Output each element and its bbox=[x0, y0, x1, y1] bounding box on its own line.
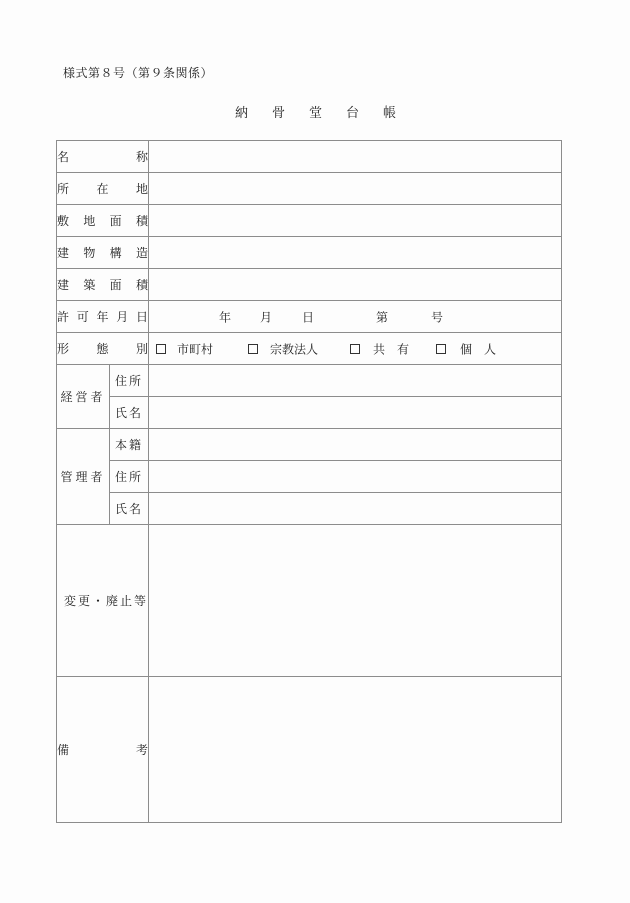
label-permit-date bbox=[57, 301, 149, 333]
remarks-field[interactable] bbox=[149, 677, 562, 823]
row-manager-name bbox=[57, 493, 562, 525]
label-char: 造 bbox=[135, 246, 148, 260]
location-field[interactable] bbox=[149, 173, 562, 205]
number-prefix-label: 第 bbox=[376, 310, 389, 324]
label-building-structure bbox=[57, 237, 149, 269]
row-form-type bbox=[57, 333, 562, 365]
manager-name-field[interactable] bbox=[149, 493, 562, 525]
row-changes bbox=[57, 525, 562, 677]
row-location bbox=[57, 173, 562, 205]
label-char: 築 bbox=[83, 278, 96, 292]
label-char: 形 bbox=[57, 342, 70, 356]
label-char: 地 bbox=[135, 182, 148, 196]
checkbox-municipality[interactable] bbox=[156, 344, 166, 354]
label-char: 名 bbox=[57, 150, 70, 164]
label-char: 積 bbox=[135, 278, 148, 292]
row-manager-address bbox=[57, 461, 562, 493]
row-permit-date bbox=[57, 301, 562, 333]
page-title bbox=[0, 102, 630, 120]
title-char: 帳 bbox=[383, 106, 397, 121]
checkbox-religious-corporation[interactable] bbox=[248, 344, 258, 354]
checkbox-individual[interactable] bbox=[436, 344, 446, 354]
number-suffix-label: 号 bbox=[431, 310, 444, 324]
option-label-individual: 個 人 bbox=[460, 342, 497, 356]
label-building-area bbox=[57, 269, 149, 301]
label-location bbox=[57, 173, 149, 205]
title-char: 堂 bbox=[309, 106, 323, 121]
label-manager-domicile: 本籍 bbox=[110, 429, 149, 461]
changes-field[interactable] bbox=[149, 525, 562, 677]
label-operator: 経営者 bbox=[57, 365, 110, 429]
label-changes: 変更・廃止等 bbox=[57, 525, 149, 677]
title-char: 台 bbox=[346, 106, 360, 121]
row-operator-address bbox=[57, 365, 562, 397]
label-operator-name: 氏名 bbox=[110, 397, 149, 429]
form-reference: 様式第８号（第９条関係） bbox=[63, 66, 214, 80]
row-building-structure bbox=[57, 237, 562, 269]
label-char: 可 bbox=[76, 310, 89, 324]
operator-name-field[interactable] bbox=[149, 397, 562, 429]
label-char: 許 bbox=[57, 310, 70, 324]
label-char: 称 bbox=[135, 150, 148, 164]
label-char: 年 bbox=[96, 310, 109, 324]
row-name bbox=[57, 141, 562, 173]
label-form-type bbox=[57, 333, 149, 365]
label-char: 日 bbox=[135, 310, 148, 324]
label-char: 面 bbox=[109, 278, 122, 292]
manager-domicile-field[interactable] bbox=[149, 429, 562, 461]
label-char: 物 bbox=[83, 246, 96, 260]
label-char: 考 bbox=[135, 743, 148, 757]
year-label: 年 bbox=[219, 310, 232, 324]
label-char: 月 bbox=[116, 310, 129, 324]
month-label: 月 bbox=[260, 310, 273, 324]
label-remarks bbox=[57, 677, 149, 823]
row-manager-domicile bbox=[57, 429, 562, 461]
name-field[interactable] bbox=[149, 141, 562, 173]
label-name bbox=[57, 141, 149, 173]
label-char: 敷 bbox=[57, 214, 70, 228]
label-char: 積 bbox=[135, 214, 148, 228]
label-manager-address: 住所 bbox=[110, 461, 149, 493]
operator-address-field[interactable] bbox=[149, 365, 562, 397]
option-label-religious-corporation: 宗教法人 bbox=[270, 342, 319, 356]
label-operator-address: 住所 bbox=[110, 365, 149, 397]
building-area-field[interactable] bbox=[149, 269, 562, 301]
ledger-table bbox=[56, 140, 562, 823]
site-area-field[interactable] bbox=[149, 205, 562, 237]
label-manager-name: 氏名 bbox=[110, 493, 149, 525]
label-char: 建 bbox=[57, 246, 70, 260]
row-site-area bbox=[57, 205, 562, 237]
option-label-municipality: 市町村 bbox=[177, 342, 214, 356]
day-label: 日 bbox=[302, 310, 315, 324]
form-type-options bbox=[149, 333, 562, 365]
title-char: 骨 bbox=[272, 106, 286, 121]
label-char: 態 bbox=[96, 342, 109, 356]
label-site-area bbox=[57, 205, 149, 237]
permit-date-field[interactable] bbox=[149, 301, 562, 333]
label-char: 建 bbox=[57, 278, 70, 292]
building-structure-field[interactable] bbox=[149, 237, 562, 269]
label-char: 所 bbox=[57, 182, 70, 196]
checkbox-joint[interactable] bbox=[350, 344, 360, 354]
option-label-joint: 共 有 bbox=[373, 342, 410, 356]
title-char: 納 bbox=[235, 106, 249, 121]
label-manager: 管理者 bbox=[57, 429, 110, 525]
label-char: 別 bbox=[135, 342, 148, 356]
row-building-area bbox=[57, 269, 562, 301]
label-char: 構 bbox=[109, 246, 122, 260]
row-remarks bbox=[57, 677, 562, 823]
manager-address-field[interactable] bbox=[149, 461, 562, 493]
label-char: 地 bbox=[83, 214, 96, 228]
label-char: 在 bbox=[96, 182, 109, 196]
row-operator-name bbox=[57, 397, 562, 429]
label-char: 面 bbox=[109, 214, 122, 228]
label-char: 備 bbox=[57, 743, 70, 757]
